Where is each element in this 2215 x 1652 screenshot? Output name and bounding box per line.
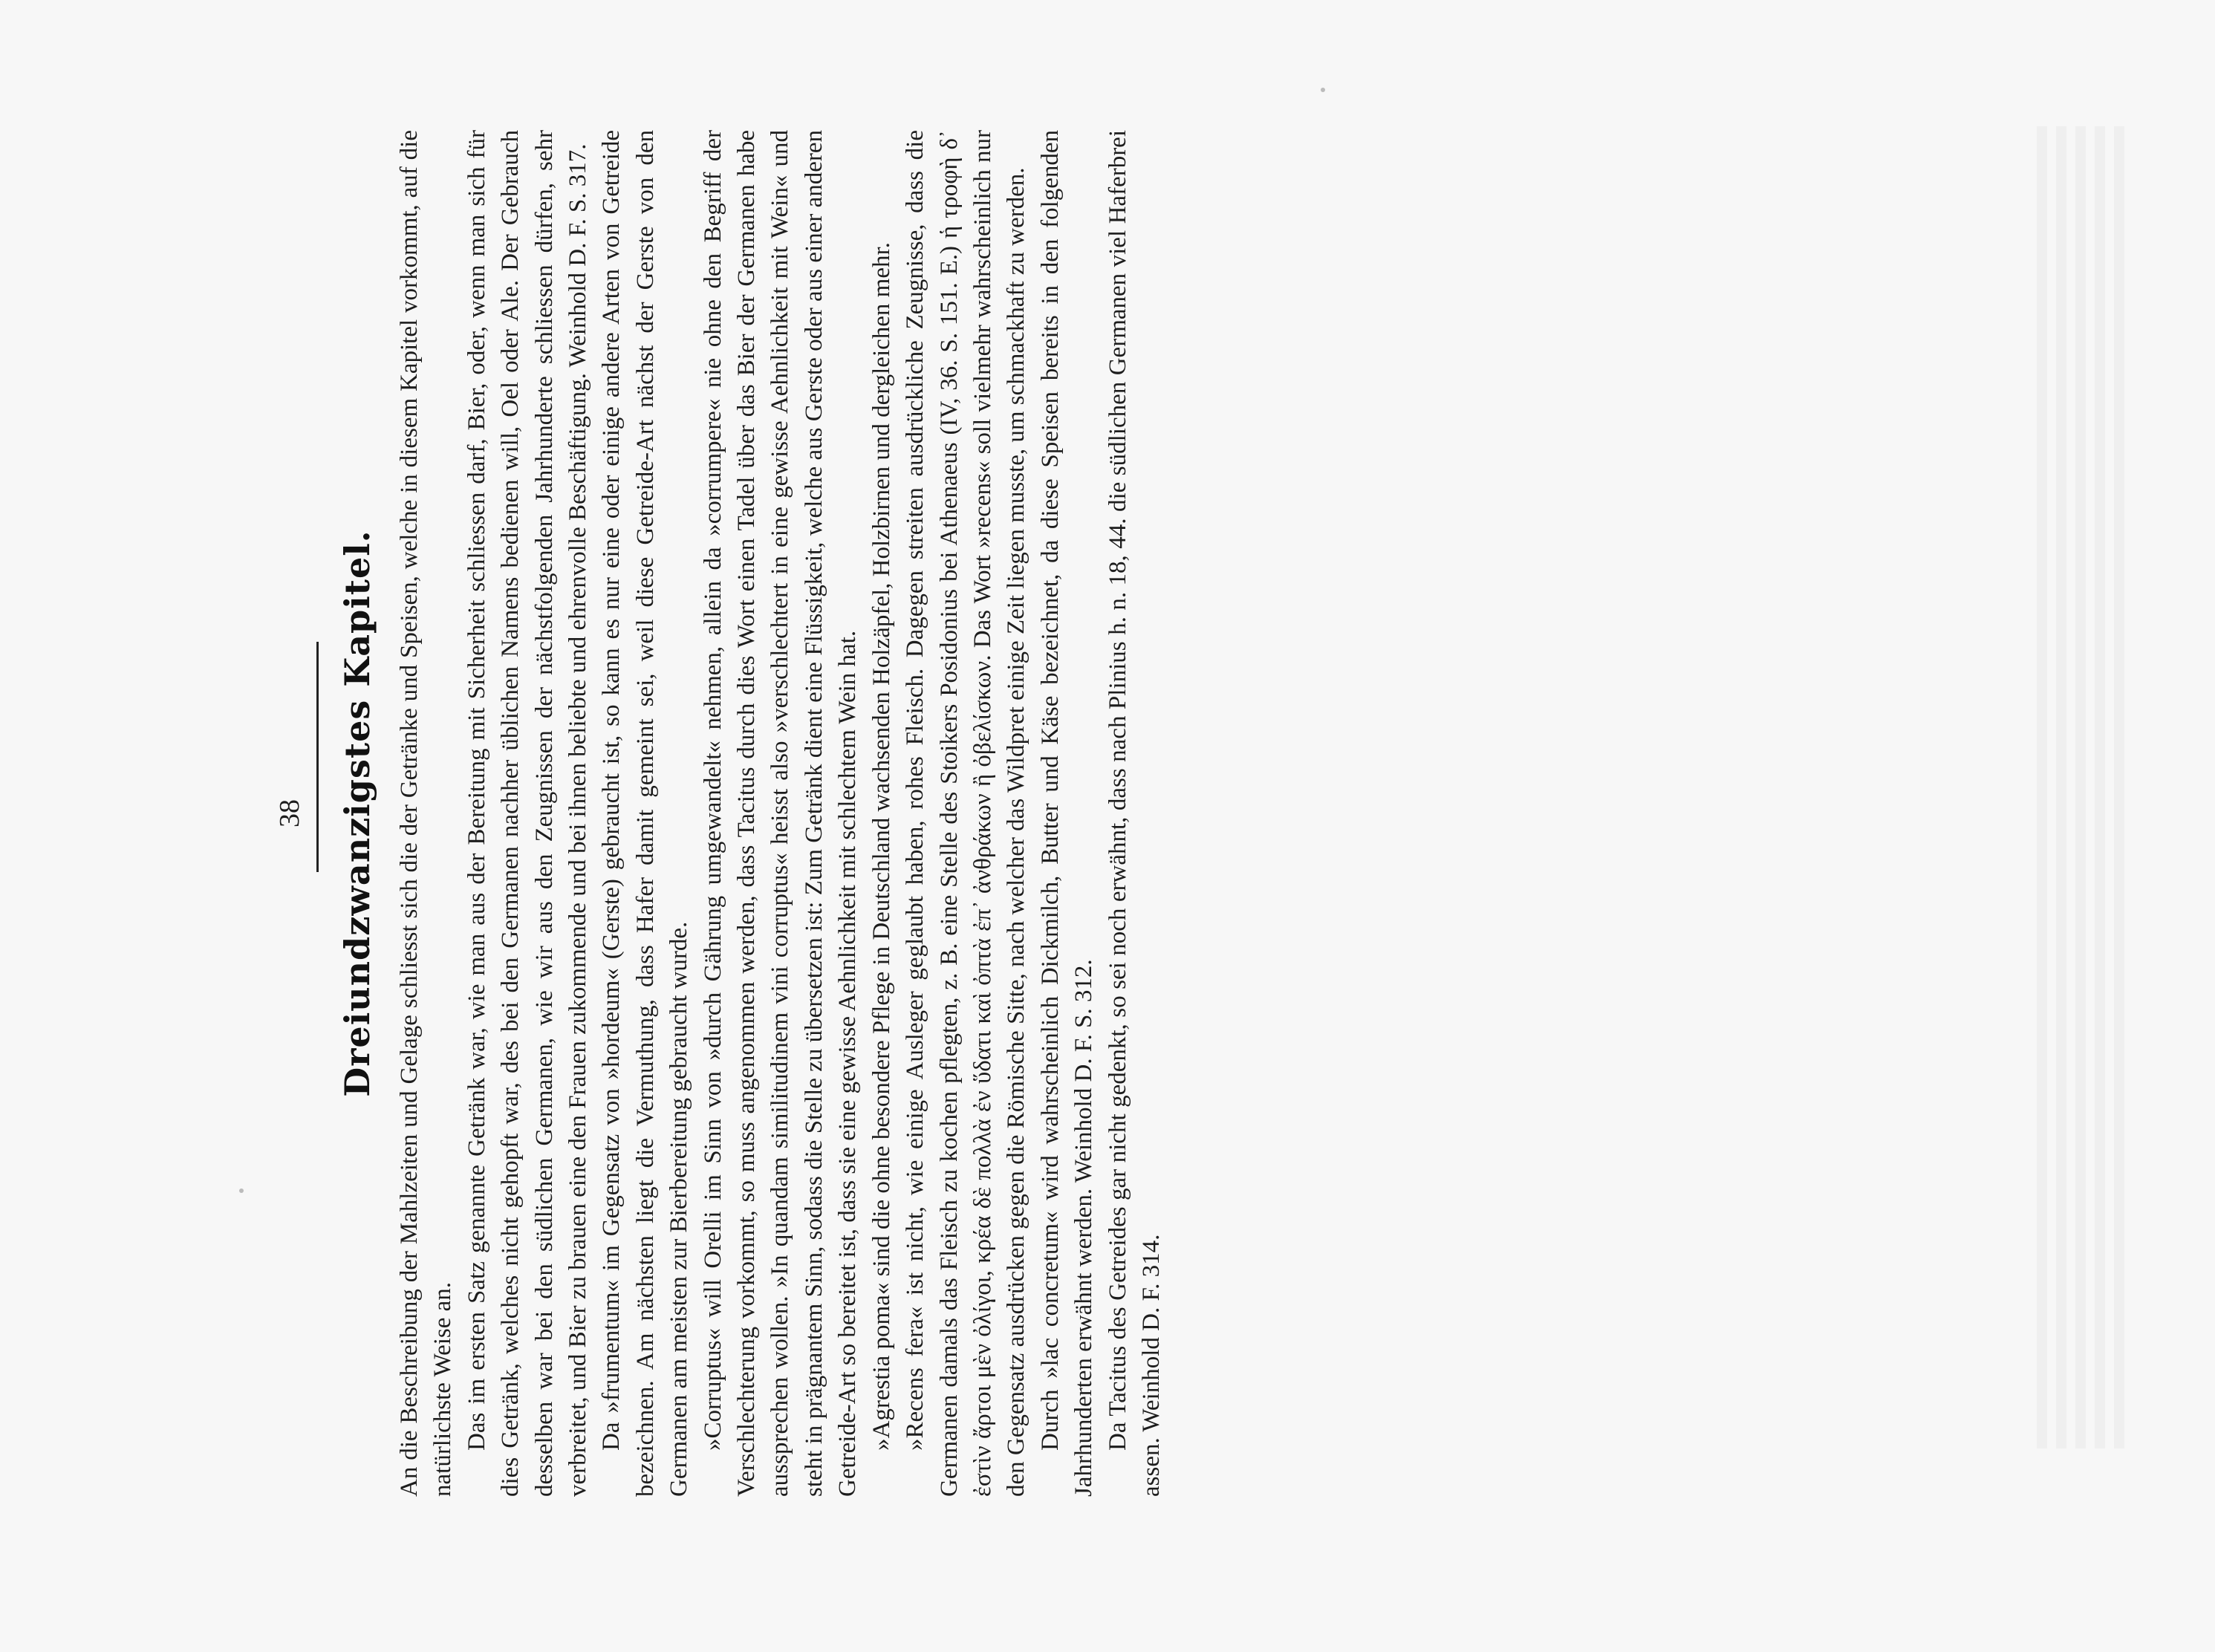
paragraph: Durch »lac concretum« wird wahrscheinlich Dickmilch, Butter und Käse bezeichnet, da diese Speisen bereits in den folgenden Jahrhunderten erwähnt werden. Weinhold D. F. S. 312. (1036, 130, 1098, 1497)
chapter-title: Dreiundzwanzigstes Kapitel. (337, 530, 377, 1097)
paragraph: »Agrestia poma« sind die ohne besondere Pflege in Deutschland wachsenden Holzäpfel, Holzbirnen und dergleichen mehr. (868, 242, 895, 1451)
dust-speck (1321, 88, 1325, 92)
dust-speck (239, 1188, 244, 1193)
page-number: 38 (274, 799, 305, 827)
paragraph: Da »frumentum« im Gegensatz von »hordeum« (Gerste) gebraucht ist, so kann es nur eine oder einige andere Arten von Getreide bezeichnen. Am nächsten liegt die Vermuthung, dass Hafer damit gemeint sei, weil diese Getreide-Art nächst der Gerste von den Germanen am meisten zur Bierbereitung gebraucht wurde. (598, 130, 693, 1497)
paragraph: Da Tacitus des Getreides gar nicht gedenkt, so sei noch erwähnt, dass nach Plinius h. n. 18, 44. die südlichen Germanen viel Haferbrei assen. Weinhold D. F. 314. (1104, 130, 1165, 1497)
paragraph: Das im ersten Satz genannte Getränk war, wie man aus der Bereitung mit Sicherheit schliessen darf, Bier, oder, wenn man sich für dies Getränk, welches nicht gehopft war, des bei den Germanen nachher üblichen Namens bedienen will, Oel oder Ale. Der Gebrauch desselben war bei den südlichen Germanen, wie wir aus den Zeugnissen der nächstfolgenden Jahrhunderte schliessen dürfen, sehr verbreitet, und Bier zu brauen eine den Frauen zukommende und bei ihnen beliebte und ehrenvolle Beschäftigung. Weinhold D. F. S. 317. (463, 130, 592, 1497)
paragraph: »Corruptus« will Orelli im Sinn von »durch Gährung umgewandelt« nehmen, allein da »corrumpere« nie ohne den Begriff der Verschlechterung vorkommt, so muss angenommen werden, dass Tacitus durch dies Wort einen Tadel über das Bier der Germanen habe aussprechen wollen. »In quandam similitudinem vini corruptus« heisst also »verschlechtert in eine gewisse Aehnlichkeit mit Wein« und steht in prägnantem Sinn, sodass die Stelle zu übersetzen ist: Zum Getränk dient eine Flüssigkeit, welche aus Gerste oder aus einer anderen Getreide-Art so bereitet ist, dass sie eine gewisse Aehnlichkeit mit schlechtem Wein hat. (699, 130, 862, 1497)
body-text (393, 130, 1168, 1497)
paragraph: »Recens fera« ist nicht, wie einige Ausleger geglaubt haben, rohes Fleisch. Dagegen streiten ausdrückliche Zeugnisse, dass die Germanen damals das Fleisch zu kochen pflegten, z. B. eine Stelle des Stoikers Posidonius bei Athenaeus (IV, 36. S. 151. E.) ἡ τροφὴ δ᾽ ἐστὶν ἄρτοι μὲν ὀλίγοι, κρέα δὲ πολλὰ ἐν ὕδατι καὶ ὀπτὰ ἐπ᾽ ἀνθράκων ἢ ὀβελίσκων. Das Wort »recens« soll vielmehr wahrscheinlich nur den Gegensatz ausdrücken gegen die Römische Sitte, nach welcher das Wildpret einige Zeit liegen musste, um schmackhaft zu werden. (902, 130, 1030, 1497)
header-rule (316, 642, 319, 872)
paragraph: An die Beschreibung der Mahlzeiten und Gelage schliesst sich die der Getränke und Speisen, welche in diesem Kapitel vorkommt, auf die natürlichste Weise an. (396, 130, 457, 1497)
bleed-through-text (2037, 126, 2133, 1448)
document-page (270, 130, 1741, 1497)
